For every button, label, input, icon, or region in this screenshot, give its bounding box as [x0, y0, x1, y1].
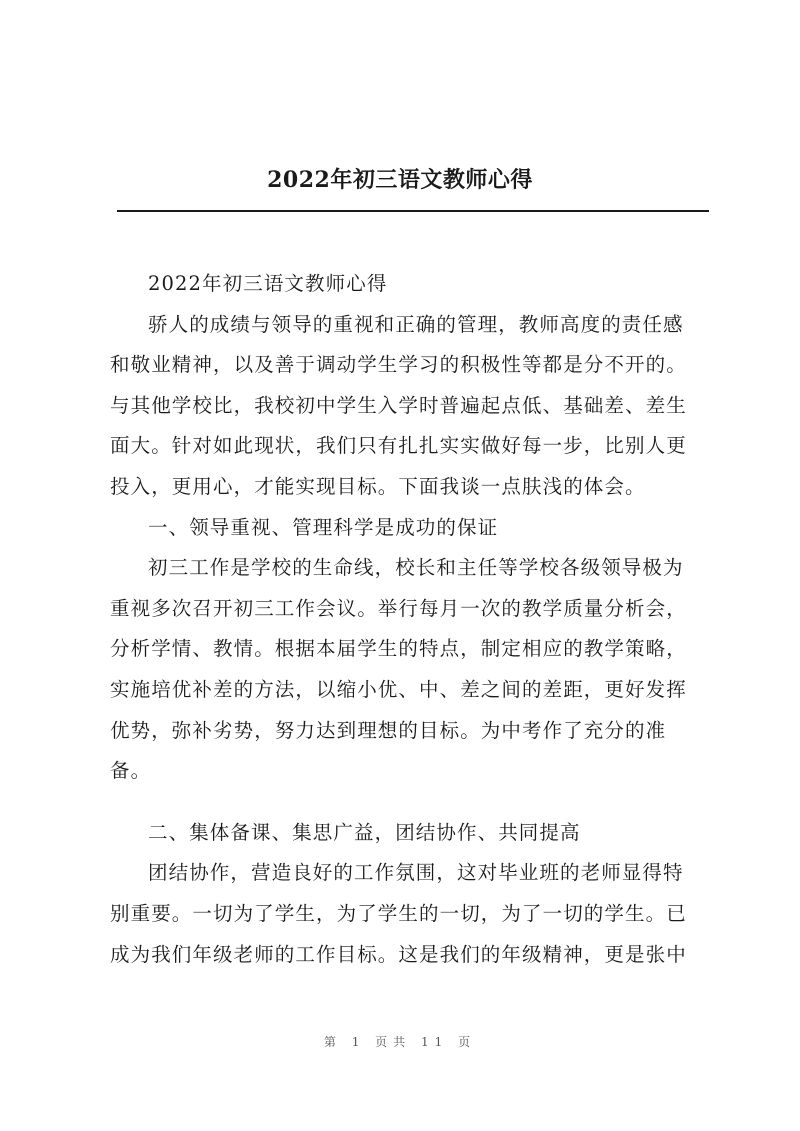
- paragraph-line: 别重要。一切为了学生，为了学生的一切，为了一切的学生。已: [110, 901, 687, 925]
- paragraph-line: 与其他学校比，我校初中学生入学时普遍起点低、基础差、差生: [110, 393, 687, 417]
- page-number-footer: 第 1 页共 11 页: [323, 1035, 477, 1049]
- paragraph-gap: [110, 792, 710, 813]
- paragraph-line: 分析学情、教情。根据本届学生的特点，制定相应的教学策略，: [110, 637, 687, 661]
- section-heading: 一、领导重视、管理科学是成功的保证: [148, 515, 499, 539]
- paragraph-line: 面大。针对如此现状，我们只有扎扎实实做好每一步，比别人更: [110, 434, 687, 458]
- paragraph-line: 初三工作是学校的生命线，校长和主任等学校各级领导极为: [148, 556, 684, 580]
- document-title: 2022年初三语文教师心得: [267, 167, 533, 193]
- paragraph-line: 实施培优补差的方法，以缩小优、中、差之间的差距，更好发挥: [110, 677, 687, 701]
- paragraph-line: 备。: [110, 759, 152, 783]
- paragraph-line: 和敬业精神，以及善于调动学生学习的积极性等都是分不开的。: [110, 353, 687, 377]
- section-heading: 二、集体备课、集思广益，团结协作、共同提高: [148, 820, 581, 844]
- paragraph-line: 投入，更用心，才能实现目标。下面我谈一点肤浅的体会。: [110, 474, 646, 498]
- paragraph-line: 骄人的成绩与领导的重视和正确的管理，教师高度的责任感: [148, 312, 684, 336]
- title-divider: [117, 210, 709, 212]
- document-body: [110, 264, 710, 975]
- paragraph-line: 重视多次召开初三工作会议。举行每月一次的教学质量分析会，: [110, 596, 687, 620]
- paragraph-line: 团结协作，营造良好的工作氛围，这对毕业班的老师显得特: [148, 861, 684, 885]
- paragraph-line: 优势，弥补劣势，努力达到理想的目标。为中考作了充分的准: [110, 718, 667, 742]
- paragraph-line: 成为我们年级老师的工作目标。这是我们的年级精神，更是张中: [110, 942, 687, 966]
- body-heading: 2022年初三语文教师心得: [148, 272, 388, 295]
